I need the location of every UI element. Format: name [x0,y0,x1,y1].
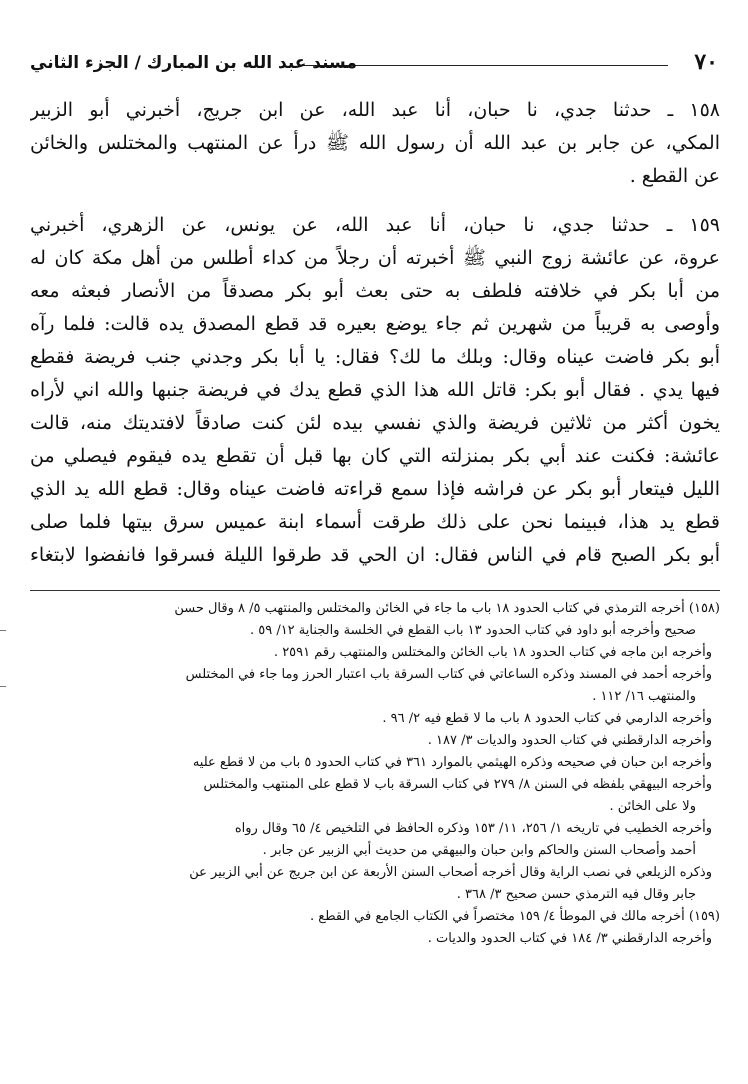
text-line: وأوصى به قريباً من شهرين ثم جاء يوضع بعيره قد قطع المصدق يده قالت: فلما رآه [30,313,720,335]
footnote-line: (١٥٩) أخرجه مالك في الموطأ ٤/ ١٥٩ مختصراً في الكتاب الجامع في القطع . [310,909,720,924]
footnote-line: (١٥٨) أخرجه الترمذي في كتاب الحدود ١٨ باب ما جاء في الخائن والمختلس والمنتهب ٥/ ٨ وقال حسن [174,601,720,616]
text-line: ١٥٨ ـ حدثنا جدي، نا حبان، أنا عبد الله، عن ابن جريج، أخبرني أبو الزبير [30,99,720,121]
text-line: يخون أكثر من ثلاثين فريضة والذي نفسي بيده لئن كنت صادقاً لافتديتك منه، قالت [30,412,720,434]
text-line: ١٥٩ ـ حدثنا جدي، نا حبان، أنا عبد الله، عن يونس، عن الزهري، أخبرني [30,214,720,236]
footnote-line: وأخرجه الدارقطني ٣/ ١٨٤ في كتاب الحدود والديات . [427,931,712,946]
margin-tick [0,686,6,687]
text-line: قطع يد هذا، فبينما نحن على ذلك طرقت أسماء ابنة عميس سرق بيتها فلما صلى [30,511,720,533]
footnote-line: أحمد وأصحاب السنن والحاكم وابن حبان والبيهقي من حديث أبي الزبير عن جابر . [262,843,696,858]
text-line: أبو بكر الصبح قام في الناس فقال: ان الحي قد طرقوا الليلة فسرقوا فانفضوا لابتغاء [30,544,720,566]
paragraph-gap [30,193,720,209]
footnote-line: ولا على الخائن . [609,799,696,814]
text-line: أبو بكر فاضت عيناه وقال: وبلك ما لك؟ فقال: يا أبا بكر وجدني جنب فريضة فقطع [30,346,720,368]
text-line: من أبا بكر في خلافته فلطف به حتى بعث أبو بكر مصدقاً من الأنصار فبعثه معه [30,280,720,302]
footnote-line: صحيح وأخرجه أبو داود في كتاب الحدود ١٣ باب القطع في الخلسة والجناية ١٢/ ٥٩ . [249,623,696,638]
running-title: مسند عبد الله بن المبارك / الجزء الثاني [30,53,357,73]
footnote-line: وأخرجه أحمد في المسند وذكره الساعاتي في كتاب السرقة باب اعتبار الحرز وما جاء في المختلس [185,667,712,682]
footnote-line: وأخرجه الدارقطني في كتاب الحدود والديات ٣/ ١٨٧ . [427,733,712,748]
footnotes [25,598,720,950]
page-header [30,46,718,86]
footnote-line: وأخرجه ابن ماجه في كتاب الحدود ١٨ باب الخائن والمختلس والمنتهب رقم ٢٥٩١ . [273,645,712,660]
page-number: ٧٠ [694,49,718,75]
footnote-line: وأخرجه الدارمي في كتاب الحدود ٨ باب ما لا قطع فيه ٢/ ٩٦ . [382,711,712,726]
main-text [30,94,720,572]
margin-tick [0,630,6,631]
text-line: عروة، عن عائشة زوج النبي ﷺ أخبرته أن رجلاً من كداء أطلس من أهل مكة كان له [30,247,720,269]
text-line: الليل فيتعار أبو بكر عن فراشه فإذا سمع قراءته فاضت عيناه وقال: قطع الله يد الذي [30,478,720,500]
footnote-line: وأخرجه ابن حبان في صحيحه وذكره الهيثمي بالموارد ٣٦١ في كتاب الحدود ٥ باب من لا قطع عليه [192,755,712,770]
text-line: فيها يدي . فقال أبو بكر: قاتل الله هذا الذي قطع يدك في فريضة جنبها والله اني لأراه [30,379,720,401]
footnote-line: وأخرجه البيهقي بلفظه في السنن ٨/ ٢٧٩ في كتاب السرقة باب لا قطع على المنتهب والمختلس [203,777,712,792]
footnote-line: جابر وقال فيه الترمذي حسن صحيح ٣/ ٣٦٨ . [456,887,696,902]
footnote-line: وذكره الزيلعي في نصب الراية وقال أخرجه أصحاب السنن الأربعة عن ابن جريج عن أبي الزبير عن [189,865,712,880]
text-line: المكي، عن جابر بن عبد الله أن رسول الله ﷺ درأ عن المنتهب والمختلس والخائن [30,132,720,154]
footnote-rule [30,590,720,591]
text-line: عائشة: فكنت عند أبي بكر بمنزلته التي كان بها قبل أن تقطع يده فيقوم فيصلي من [30,445,720,467]
footnote-line: والمنتهب ١٦/ ١١٢ . [592,689,696,704]
footnote-line: وأخرجه الخطيب في تاريخه ١/ ٢٥٦، ١١/ ١٥٣ وذكره الحافظ في التلخيص ٤/ ٦٥ وقال رواه [234,821,712,836]
text-line: عن القطع . [629,165,720,187]
